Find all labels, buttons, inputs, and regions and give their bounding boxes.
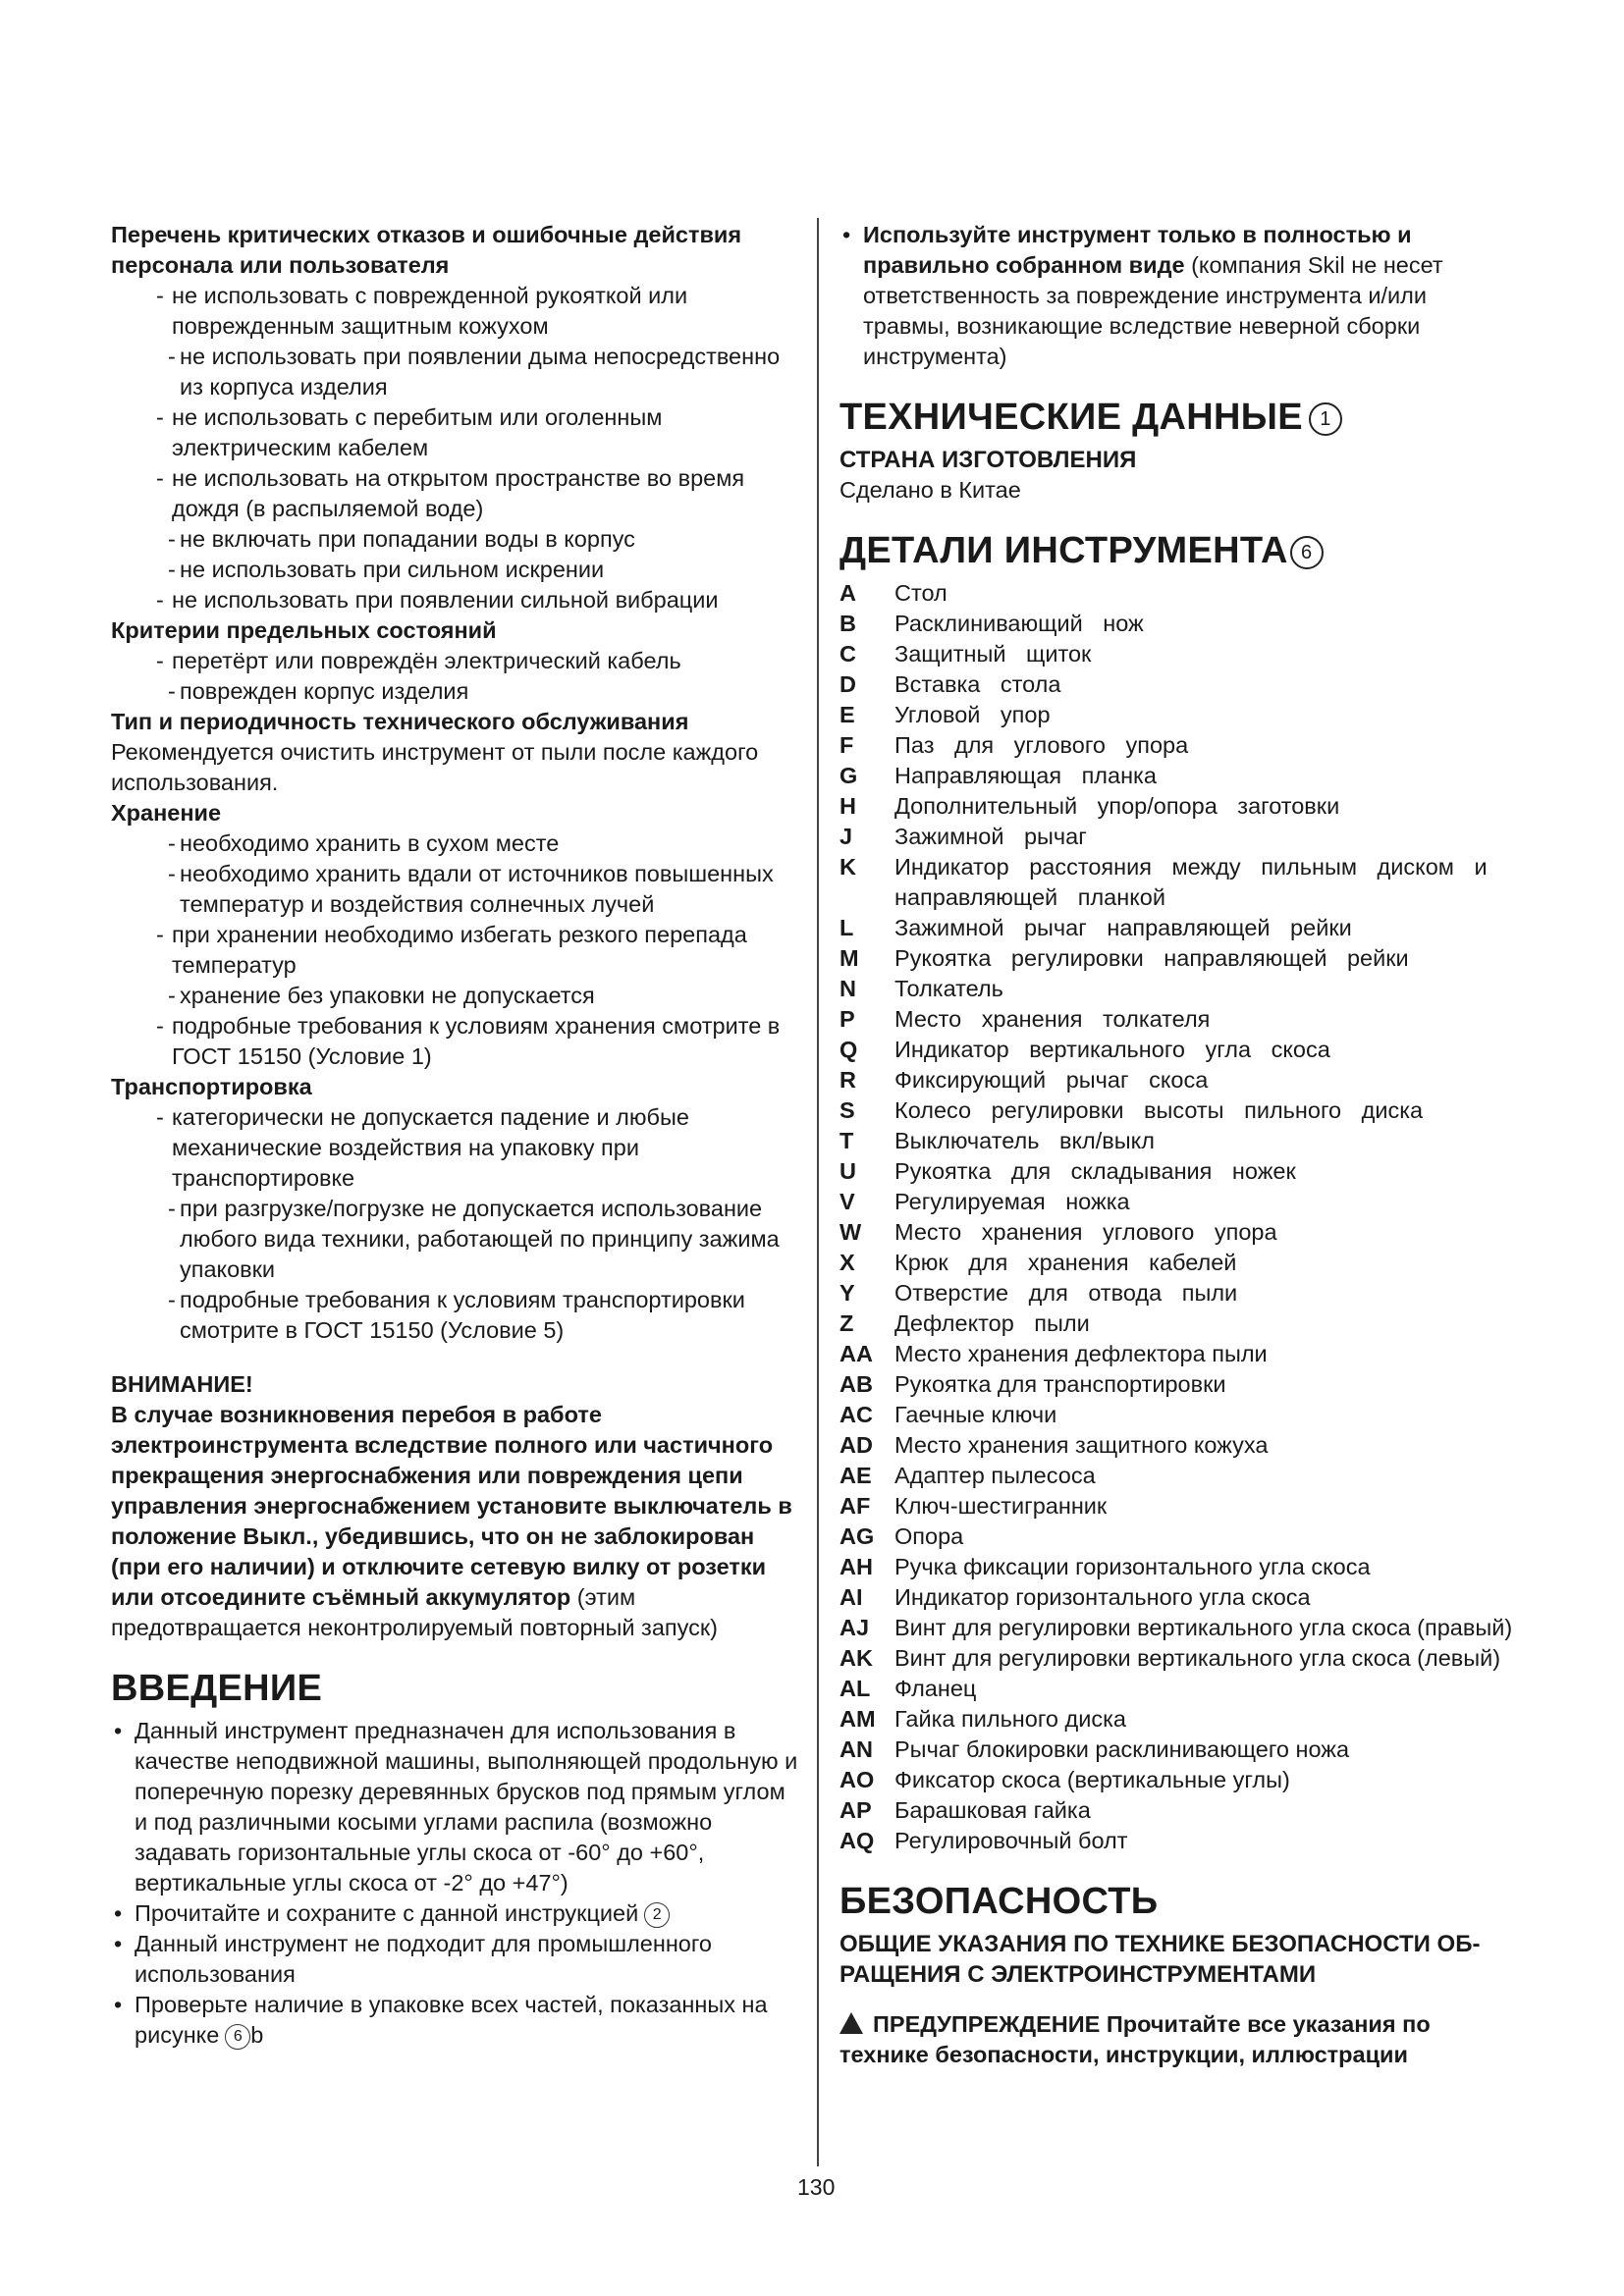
bullet-text: Прочитайте и сохраните с данной инструкцией [135, 1900, 639, 1926]
bullet-text: Данный инструмент предназначен для использования в качестве неподвижной машины, выполняющей продольную и поперечную порезку деревянных брусков под прямым углом и под различными косыми углами распила (возможно задавать горизонтальные углы скоса от -60° до +60°, вертикальные углы скоса от -2° до +47°) [135, 1718, 798, 1896]
part-item [839, 1491, 1517, 1522]
part-label: Индикатор горизонтального угла скоса [894, 1584, 1311, 1610]
part-item [839, 700, 1517, 730]
bullet-bold-text: Используйте инструмент только в полностью и правильно собранном виде [863, 222, 1412, 278]
part-label: Ключ-шестигранник [894, 1493, 1108, 1519]
part-key: C [839, 641, 856, 667]
part-key: A [839, 580, 856, 606]
part-label: Паз для углового упора [894, 732, 1189, 758]
part-item [839, 852, 1517, 913]
part-item [839, 1704, 1517, 1735]
part-item [839, 1522, 1517, 1552]
part-label: Винт для регулировки вертикального угла скоса (левый) [894, 1645, 1501, 1671]
part-item [839, 761, 1517, 791]
part-key: AP [839, 1797, 872, 1823]
part-label: Зажимной рычаг направляющей рейки [894, 915, 1352, 940]
list-item: - при хранении необходимо избегать резкого перепада температур [111, 920, 798, 981]
part-item [839, 1674, 1517, 1704]
part-label: Гайка пильного диска [894, 1706, 1126, 1732]
figure-ref-icon: 1 [1309, 402, 1342, 436]
part-item [839, 1643, 1517, 1674]
part-label: Дефлектор пыли [894, 1310, 1090, 1336]
intro-heading: ВВЕДЕНИЕ [111, 1668, 323, 1709]
list-item: - при разгрузке/погрузке не допускается использование любого вида техники, работающей по принципу зажима упаковки [111, 1194, 798, 1285]
part-key: X [839, 1250, 855, 1275]
part-label: Рукоятка для складывания ножек [894, 1158, 1296, 1184]
part-key: AK [839, 1645, 873, 1671]
list-item: - категорически не допускается падение и любые механические воздействия на упаковку при транспортировке [111, 1102, 798, 1194]
transport-heading: Транспортировка [111, 1074, 312, 1099]
part-item [839, 639, 1517, 669]
figure-ref-icon: 6 [1290, 536, 1324, 569]
part-key: U [839, 1158, 856, 1184]
part-label: Расклинивающий нож [894, 611, 1144, 636]
part-key: AG [839, 1523, 875, 1549]
part-key: AF [839, 1493, 871, 1519]
storage-heading: Хранение [111, 800, 222, 826]
part-key: N [839, 976, 856, 1001]
part-item [839, 1278, 1517, 1308]
part-key: S [839, 1097, 855, 1123]
part-label: Гаечные ключи [894, 1402, 1057, 1427]
bullet-item [111, 1990, 798, 2051]
part-key: V [839, 1189, 855, 1214]
page-number: 130 [797, 2174, 836, 2200]
part-item [839, 1400, 1517, 1430]
column-divider [817, 218, 819, 2166]
part-key: AQ [839, 1828, 875, 1853]
parts-heading [839, 529, 1517, 572]
part-label: Индикатор вертикального угла скоса [894, 1037, 1330, 1062]
part-key: T [839, 1128, 854, 1153]
attention-title: ВНИМАНИЕ! [111, 1371, 253, 1397]
part-item [839, 1735, 1517, 1765]
part-item [839, 1248, 1517, 1278]
part-label: Фиксатор скоса (вертикальные углы) [894, 1767, 1290, 1792]
part-key: AM [839, 1706, 876, 1732]
part-item [839, 1308, 1517, 1339]
list-item: - не использовать при появлении сильной вибрации [111, 585, 798, 615]
bullet-item [111, 1898, 798, 1929]
part-key: AB [839, 1371, 873, 1397]
part-label: Адаптер пылесоса [894, 1463, 1096, 1488]
figure-ref-icon: 6 [225, 2024, 250, 2050]
list-item: - не использовать с перебитым или оголенным электрическим кабелем [111, 402, 798, 463]
part-label: Опора [894, 1523, 964, 1549]
list-item: - необходимо хранить вдали от источников повышенных температур и воздействия солнечных лучей [111, 859, 798, 920]
part-item [839, 974, 1517, 1004]
list-item: - хранение без упаковки не допускается [111, 981, 798, 1011]
part-item [839, 1156, 1517, 1187]
parts-title: ДЕТАЛИ ИНСТРУМЕНТА [839, 530, 1288, 571]
part-item [839, 913, 1517, 943]
warning-paragraph [839, 2009, 1517, 2070]
figure-ref-suffix: b [250, 2022, 264, 2048]
part-label: Индикатор расстояния между пильным диском и направляющей планкой [894, 854, 1488, 910]
part-label: Винт для регулировки вертикального угла скоса (правый) [894, 1615, 1513, 1640]
part-key: AO [839, 1767, 875, 1792]
part-label: Место хранения дефлектора пыли [894, 1341, 1268, 1366]
part-key: AD [839, 1432, 873, 1458]
country-heading: СТРАНА ИЗГОТОВЛЕНИЯ [839, 447, 1137, 473]
bullet-text: Проверьте наличие в упаковке всех частей, показанных на рисунке [135, 1992, 768, 2048]
safety-subheading: ОБЩИЕ УКАЗАНИЯ ПО ТЕХНИКЕ БЕЗОПАСНОСТИ ОБ- РАЩЕНИЯ С ЭЛЕКТРОИНСТРУМЕНТАМИ [839, 1931, 1481, 1988]
part-item [839, 822, 1517, 852]
list-item: - поврежден корпус изделия [111, 676, 798, 707]
right-column [839, 220, 1517, 2070]
part-item [839, 1765, 1517, 1795]
tech-data-heading [839, 396, 1517, 439]
part-key: F [839, 732, 854, 758]
part-key: AE [839, 1463, 872, 1488]
part-label: Место хранения толкателя [894, 1006, 1211, 1032]
part-key: AN [839, 1736, 873, 1762]
part-item [839, 578, 1517, 609]
part-item [839, 1217, 1517, 1248]
part-item [839, 1461, 1517, 1491]
bullet-item [111, 1929, 798, 1990]
part-key: AA [839, 1341, 873, 1366]
part-label: Место хранения углового упора [894, 1219, 1277, 1245]
part-label: Барашковая гайка [894, 1797, 1091, 1823]
part-item [839, 1004, 1517, 1035]
bullet-item [111, 1716, 798, 1898]
figure-ref-icon: 2 [644, 1902, 670, 1928]
part-key: E [839, 702, 855, 727]
part-label: Зажимной рычаг [894, 824, 1087, 849]
part-key: Z [839, 1310, 854, 1336]
part-key: G [839, 763, 858, 788]
part-item [839, 609, 1517, 639]
maintenance-heading: Тип и периодичность технического обслуживания [111, 709, 689, 734]
bullet-text: (компания Skil не несет ответственность за повреждение инструмента и/или травмы, возникающие вследствие неверной сборки инструмента) [863, 252, 1443, 369]
list-item: - не использовать на открытом пространстве во время дождя (в распыляемой воде) [111, 463, 798, 524]
tech-data-title: ТЕХНИЧЕСКИЕ ДАННЫЕ [839, 397, 1303, 438]
limit-states-heading: Критерии предельных состояний [111, 617, 497, 643]
list-item: - не использовать при сильном искрении [111, 555, 798, 585]
part-key: B [839, 611, 856, 636]
part-item [839, 1095, 1517, 1126]
part-item [839, 943, 1517, 974]
part-label: Рукоятка регулировки направляющей рейки [894, 945, 1409, 971]
part-label: Колесо регулировки высоты пильного диска [894, 1097, 1424, 1123]
part-item [839, 1065, 1517, 1095]
part-label: Регулируемая ножка [894, 1189, 1130, 1214]
part-key: L [839, 915, 854, 940]
country-text: Сделано в Китае [839, 477, 1021, 503]
part-item [839, 730, 1517, 761]
part-label: Вставка стола [894, 671, 1061, 697]
part-label: Место хранения защитного кожуха [894, 1432, 1269, 1458]
list-item: - не включать при попадании воды в корпус [111, 524, 798, 555]
part-item [839, 1613, 1517, 1643]
part-item [839, 1826, 1517, 1856]
part-label: Крюк для хранения кабелей [894, 1250, 1237, 1275]
maintenance-text: Рекомендуется очистить инструмент от пыли после каждого использования. [111, 739, 759, 795]
part-item [839, 791, 1517, 822]
part-key: Q [839, 1037, 858, 1062]
part-key: AI [839, 1584, 863, 1610]
part-item [839, 1339, 1517, 1369]
part-key: Y [839, 1280, 855, 1306]
part-label: Угловой упор [894, 702, 1051, 727]
parts-list [839, 578, 1517, 1856]
part-label: Регулировочный болт [894, 1828, 1128, 1853]
failures-heading: Перечень критических отказов и ошибочные действия персонала или пользователя [111, 222, 742, 278]
bullet-item [839, 220, 1517, 372]
part-label: Стол [894, 580, 947, 606]
part-item [839, 1187, 1517, 1217]
part-label: Защитный щиток [894, 641, 1092, 667]
part-key: W [839, 1219, 862, 1245]
part-item [839, 1126, 1517, 1156]
part-key: D [839, 671, 856, 697]
part-key: AC [839, 1402, 873, 1427]
part-label: Фиксирующий рычаг скоса [894, 1067, 1209, 1093]
part-label: Фланец [894, 1676, 977, 1701]
part-item [839, 1582, 1517, 1613]
warning-text: ПРЕДУПРЕЖДЕНИЕ Прочитайте все указания по технике безопасности, инструкции, иллюстрации [839, 2011, 1431, 2067]
list-item: - подробные требования к условиям транспортировки смотрите в ГОСТ 15150 (Условие 5) [111, 1285, 798, 1346]
part-label: Ручка фиксации горизонтального угла скоса [894, 1554, 1371, 1579]
part-label: Рукоятка для транспортировки [894, 1371, 1226, 1397]
part-item [839, 669, 1517, 700]
list-item: - не использовать с поврежденной рукояткой или поврежденным защитным кожухом [111, 281, 798, 342]
part-key: AJ [839, 1615, 870, 1640]
part-key: P [839, 1006, 855, 1032]
part-item [839, 1795, 1517, 1826]
list-item: - не использовать при появлении дыма непосредственно из корпуса изделия [111, 342, 798, 402]
safety-heading: БЕЗОПАСНОСТЬ [839, 1881, 1159, 1922]
list-item: - подробные требования к условиям хранения смотрите в ГОСТ 15150 (Условие 1) [111, 1011, 798, 1072]
part-key: K [839, 854, 856, 880]
attention-normal-text: (этим предотвращается неконтролируемый повторный запуск) [111, 1584, 718, 1640]
part-key: AL [839, 1676, 871, 1701]
attention-paragraph [111, 1400, 798, 1643]
part-item [839, 1035, 1517, 1065]
part-label: Дополнительный упор/опора заготовки [894, 793, 1340, 819]
part-key: J [839, 824, 853, 849]
part-item [839, 1430, 1517, 1461]
part-item [839, 1369, 1517, 1400]
part-label: Направляющая планка [894, 763, 1157, 788]
part-key: AH [839, 1554, 873, 1579]
list-item: - необходимо хранить в сухом месте [111, 828, 798, 859]
part-key: M [839, 945, 859, 971]
part-label: Толкатель [894, 976, 1003, 1001]
bullet-text: Данный инструмент не подходит для промышленного использования [135, 1931, 713, 1987]
part-key: H [839, 793, 856, 819]
part-label: Выключатель вкл/выкл [894, 1128, 1155, 1153]
warning-icon [839, 2012, 863, 2034]
part-label: Рычаг блокировки расклинивающего ножа [894, 1736, 1350, 1762]
part-key: R [839, 1067, 856, 1093]
part-label: Отверстие для отвода пыли [894, 1280, 1238, 1306]
part-item [839, 1552, 1517, 1582]
left-column [111, 220, 798, 2051]
attention-bold-text: В случае возникновения перебоя в работе электроинструмента вследствие полного или частичного прекращения энергоснабжения или повреждения цепи управления энергоснабжением установите выключатель в положение Выкл., убедившись, что он не заблокирован (при его наличии) и отключите сетевую вилку от розетки или отсоедините съёмный аккумулятор [111, 1402, 792, 1610]
list-item: - перетёрт или повреждён электрический кабель [111, 646, 798, 676]
